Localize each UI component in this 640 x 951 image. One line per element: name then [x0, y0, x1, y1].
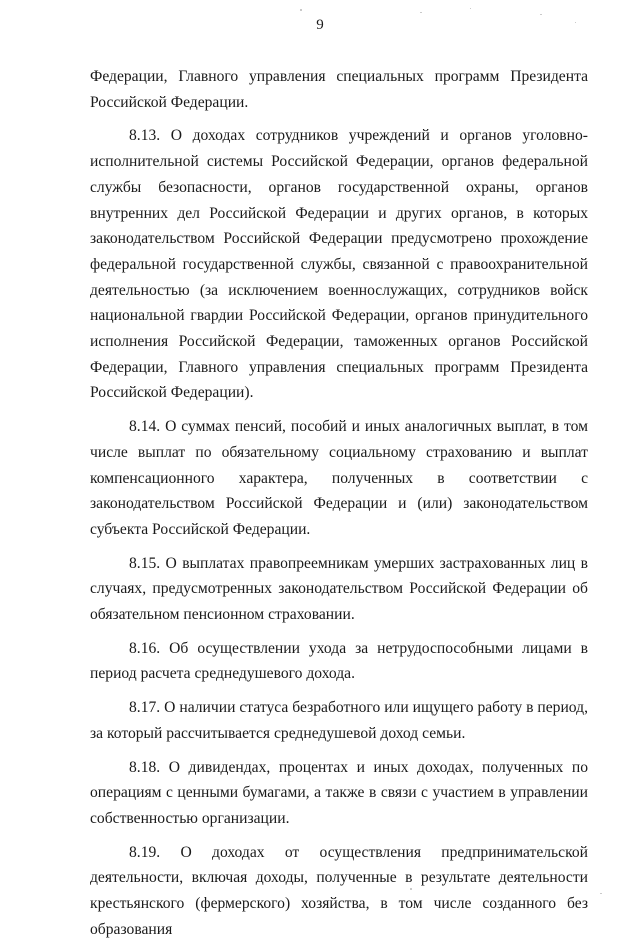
scan-speck: [420, 12, 422, 13]
paragraph-8-16: 8.16. Об осуществлении ухода за нетрудоспособными лицами в период расчета среднедушевого дохода.: [90, 639, 588, 683]
scan-speck: [300, 9, 302, 11]
paragraph-8-15: 8.15. О выплатах правопреемникам умерших застрахованных лиц в случаях, предусмотренных законодательством Российской Федерации об обязательном пенсионном страховании.: [90, 554, 588, 624]
scan-speck: [575, 22, 576, 23]
paragraph-8-14: 8.14. О суммах пенсий, пособий и иных аналогичных выплат, в том числе выплат по обязательному социальному страхованию и выплат компенсационного характера, полученных в соответствии с законодательством Российской Федерации и (или) законодательством субъекта Российской Федерации.: [90, 418, 588, 538]
scan-speck: [470, 8, 471, 9]
paragraph-8-18: 8.18. О дивидендах, процентах и иных доходах, полученных по операциям с ценными бумагами, а также в связи с участием в управлении собственностью организации.: [90, 758, 588, 827]
paragraph-8-13: 8.13. О доходах сотрудников учреждений и органов уголовно-исполнительной системы Российской Федерации, органов федеральной службы безопасности, органов государственной охраны, органов внутренних дел Российской Федерации и других органов, в которых законодательством Российской Федерации предусмотрено прохождение федеральной государственной службы, связанной с правоохранительной деятельностью (за исключением военнослужащих, сотрудников войск национальной гвардии Российской Федерации, органов принудительного исполнения Российской Федерации, таможенных органов Российской Федерации, Главного управления специальных программ Президента Российской Федерации).: [90, 127, 588, 402]
document-body: [90, 64, 588, 951]
scan-speck: [540, 14, 542, 15]
page-number: 9: [316, 17, 324, 33]
paragraph-continuation: Федерации, Главного управления специальных программ Президента Российской Федерации.: [90, 68, 588, 111]
scan-speck: [600, 893, 602, 894]
scan-speck: [410, 888, 412, 890]
paragraph-8-17: 8.17. О наличии статуса безработного или ищущего работу в период, за который рассчитывается среднедушевой доход семьи.: [90, 699, 588, 742]
paragraph-8-19: 8.19. О доходах от осуществления предпринимательской деятельности, включая доходы, полученные в результате деятельности крестьянского (фермерского) хозяйства, в том числе созданного без образования: [90, 843, 588, 938]
